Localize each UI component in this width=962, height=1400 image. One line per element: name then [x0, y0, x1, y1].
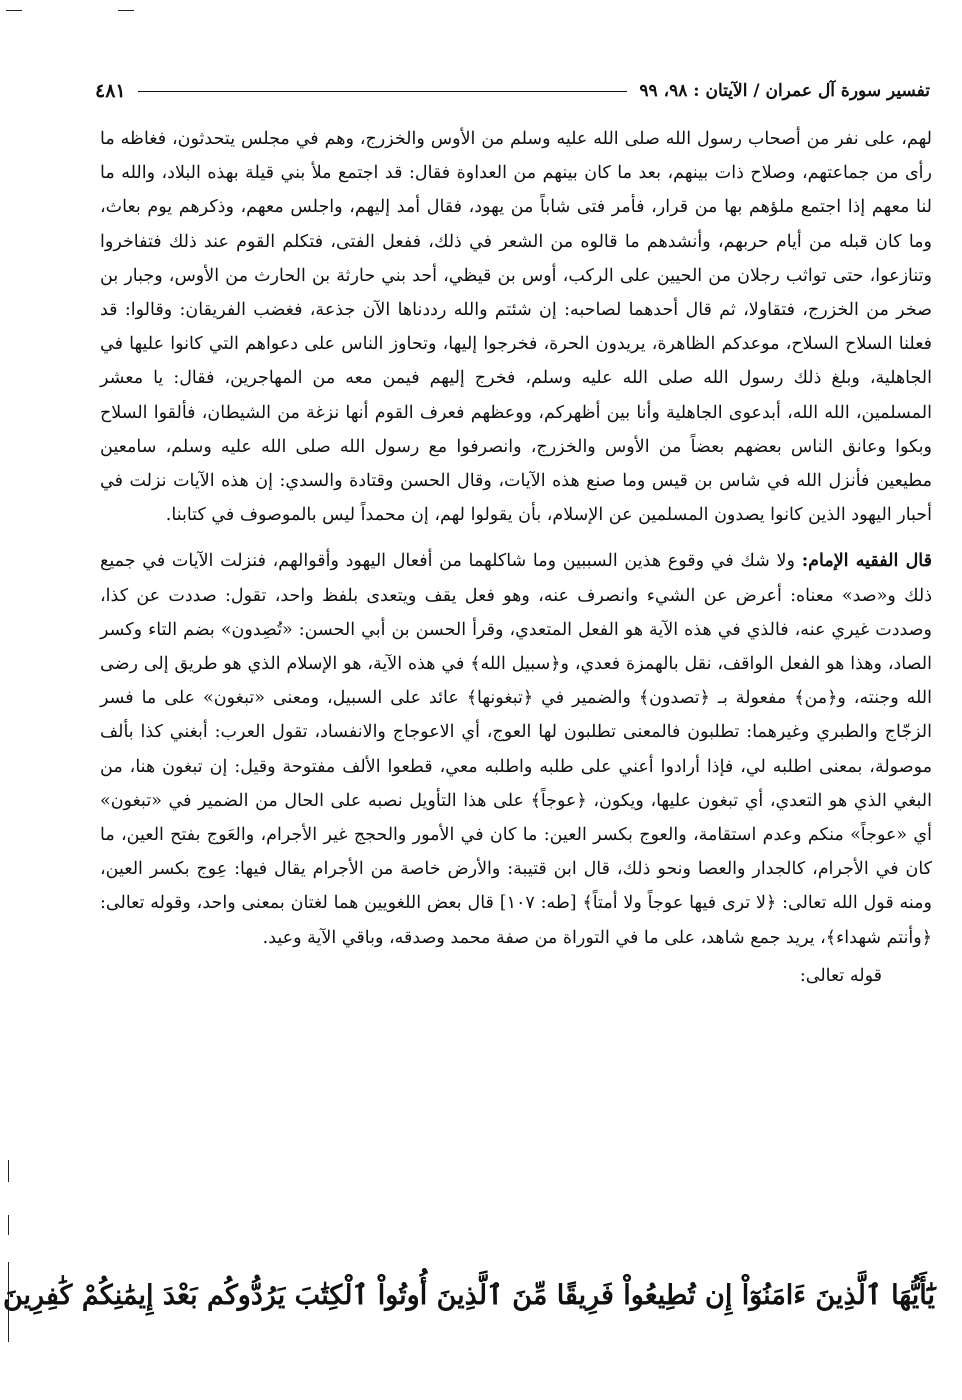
paragraph-2-lead: قال الفقيه الإمام: [801, 551, 932, 572]
scan-mark [6, 10, 22, 11]
paragraph-1: لهم، على نفر من أصحاب رسول الله صلى الله عليه وسلم من الأوس والخزرج، وهم في مجلس يتحدثون، فغاظه ما رأى من جماعتهم، وصلاح ذات بينهم، بعد ما كان بينهم من العداوة فقال: قد اجتمع ملأ بني قيلة بهذه البلاد، والله ما لنا معهم إذا اجتمع ملؤهم بها من قرار، فأمر فتى شاباً من يهود، فقال أمد إليهم، واجلس معهم، وذكرهم يوم بعاث، وما كان قبله من أيام حربهم، وأنشدهم ما قالوه من الشعر في ذلك، ففعل الفتى، فتكلم القوم عند ذلك فتفاخروا وتنازعوا، حتى تواثب رجلان من الحيين على الركب، أوس بن قيظي، أحد بني حارثة بن الحارث من الأوس، وجبار بن صخر من الخزرج، فتقاولا، ثم قال أحدهما لصاحبه: إن شئتم والله رددناها الآن جذعة، فغضب الفريقان: وقالوا: قد فعلنا السلاح السلاح، موعدكم الظاهرة، يريدون الحرة، فخرجوا إليها، وتحاوز الناس على دعواهم التي كانوا عليها في الجاهلية، وبلغ ذلك رسول الله صلى الله عليه وسلم، فخرج إليهم فيمن معه من المهاجرين، فقال: يا معشر المسلمين، الله الله، أبدعوى الجاهلية وأنا بين أظهركم، ووعظهم فعرف القوم أنها نزغة من الشيطان، فألقوا السلاح وبكوا وعانق الناس بعضهم بعضاً من الأوس والخزرج، وانصرفوا مع رسول الله صلى الله عليه وسلم، سامعين مطيعين فأنزل الله في شاس بن قيس وما صنع هذه الآيات، وقال الحسن وقتادة والسدي: إن هذه الآيات نزلت في أحبار اليهود الذين كانوا يصدون المسلمين عن الإسلام، بأن يقولوا لهم، إن محمداً ليس بالموصوف في كتابنا. [100, 129, 932, 526]
verse-intro: قوله تعالى: [799, 965, 882, 986]
header-title: تفسير سورة آل عمران / الآيتان : ٩٨، ٩٩ [639, 81, 930, 101]
page-number: ٤٨١ [95, 80, 126, 102]
verse-text: يَٰٓأَيُّهَا ٱلَّذِينَ ءَامَنُوٓاْ إِن تُطِيعُواْ فَرِيقًا مِّنَ ٱلَّذِينَ أُوتُواْ ٱلْكِتَٰبَ يَرُدُّوكُم بَعْدَ إِيمَٰنِكُمْ كَٰفِرِينَ [2, 1280, 935, 1311]
header-rule [138, 91, 628, 92]
scan-mark [118, 10, 134, 11]
running-header [95, 74, 930, 108]
paragraph-2-text: ولا شك في وقوع هذين السببين وما شاكلهما من أفعال اليهود وأقوالهم، فنزلت الآيات في جميع ذلك و«صد» معناه: أعرض عن الشيء وانصرف عنه، وهو فعل يقف ويتعدى بلفظ واحد، تقول: صددت عن كذا، وصددت غيري عنه، فالذي في هذه الآية هو الفعل المتعدي، وقرأ الحسن بن أبي الحسن: «تُصِدون» بضم التاء وكسر الصاد، وهذا هو الفعل الواقف، نقل بالهمزة فعدي، و﴿سبيل الله﴾ في هذه الآية، هو الإسلام الذي هو طريق إلى رضى الله وجنته، و﴿من﴾ مفعولة بـ ﴿تصدون﴾ والضمير في ﴿تبغونها﴾ عائد على السبيل، ومعنى «تبغون» على ما فسر الزجّاج والطبري وغيرهما: تطلبون فالمعنى تطلبون لها العوج، أي الاعوجاج والانفساد، تقول العرب: أبغني كذا بألف موصولة، بمعنى اطلبه لي، فإذا أرادوا أعني على طلبه واطلبه معي، قطعوا الألف مفتوحة وقيل: إن تبغون هنا، من البغي الذي هو التعدي، أي تبغون عليها، ويكون، ﴿عوجاً﴾ على هذا التأويل نصبه على الحال من الضمير في «تبغون» أي «عوجاً» منكم وعدم استقامة، والعوج بكسر العين: ما كان في الأمور والحجج غير الأجرام، والعَوج بفتح العين، ما كان في الأجرام، كالجدار والعصا ونحو ذلك، قال ابن قتيبة: والأرض خاصة من الأجرام يقال فيها: عِوج بكسر العين، ومنه قول الله تعالى: ﴿لا ترى فيها عوجاً ولا أمتاً﴾ [طه: ١٠٧] قال بعض اللغويين هما لغتان بمعنى واحد، وقوله تعالى: ﴿وأنتم شهداء﴾، يريد جمع شاهد، على ما في التوراة من صفة محمد وصدقه، وباقي الآية وعيد. [100, 551, 932, 948]
scan-mark [8, 1215, 9, 1235]
tafsir-body [100, 122, 932, 993]
scan-mark [8, 1160, 9, 1182]
paragraph-2 [100, 544, 932, 954]
quran-verse [2, 1276, 935, 1316]
